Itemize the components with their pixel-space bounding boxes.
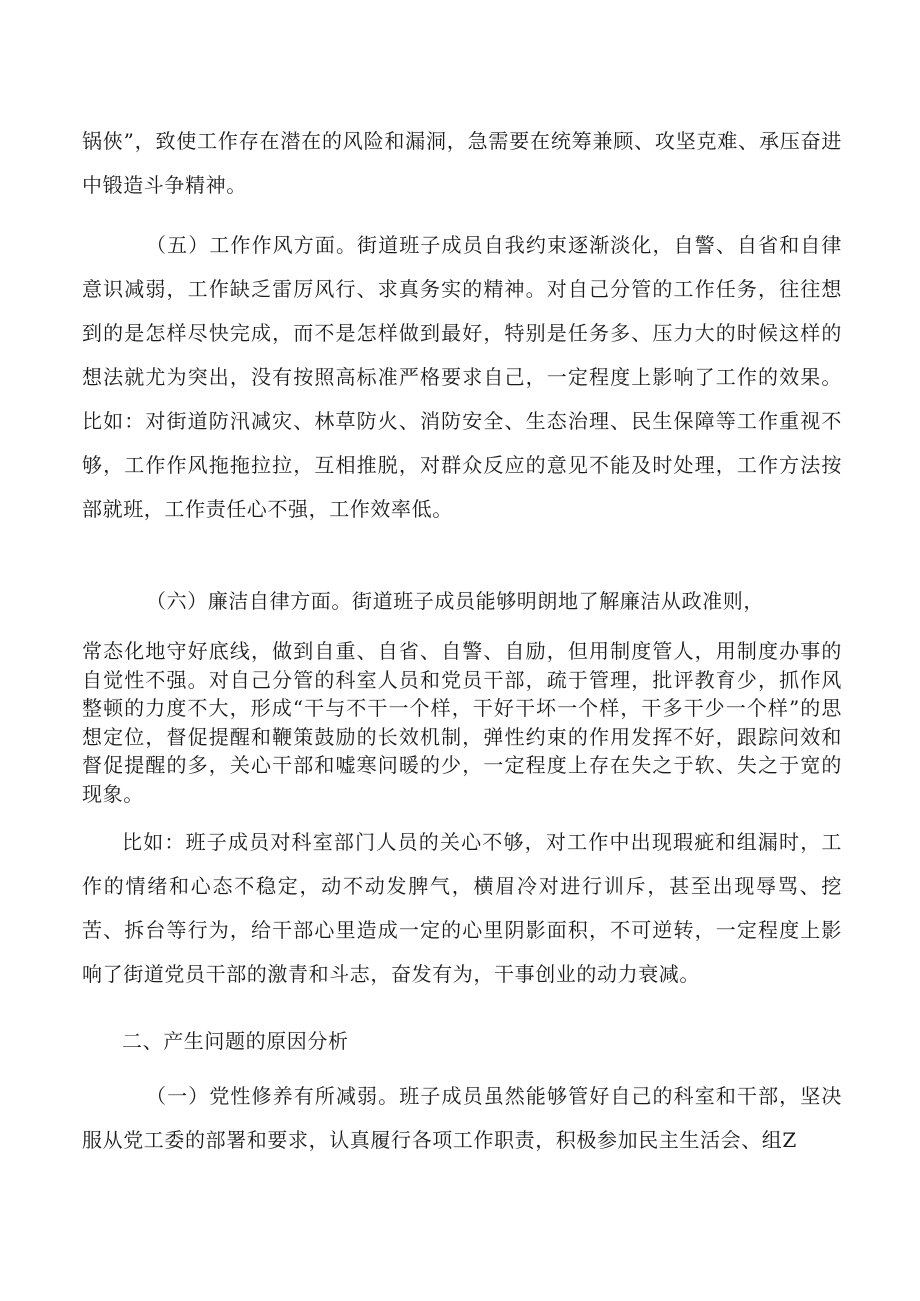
paragraph-integrity-heading: （六）廉洁自律方面。街道班子成员能够明朗地了解廉洁从政准则，	[146, 589, 764, 613]
section-heading-cause-analysis: 二、产生问题的原因分析	[122, 1029, 349, 1053]
paragraph-party-spirit: （一）党性修养有所减弱。班子成员虽然能够管好自己的科室和干部，坚决服从党工委的部署和要求，认真履行各项工作职责，积极参加民主生活会、组Z	[82, 1084, 842, 1152]
paragraph-integrity-body: 常态化地守好底线，做到自重、自省、自警、自励，但用制度管人，用制度办事的自觉性不强。对自己分管的科室人员和党员干部，疏于管理，批评教育少，抓作风整顿的力度不大，形成“干与不干一个样，干好干坏一个样，干多干少一个样”的思想定位，督促提醒和鞭策鼓励的长效机制，弹性约束的作用发挥不好，跟踪问效和督促提醒的多，关心干部和嘘寒问暖的少，一定程度上存在失之于软、失之于宽的现象。	[82, 639, 842, 806]
paragraph-example: 比如：班子成员对科室部门人员的关心不够，对工作中出现瑕疵和组漏时，工作的情绪和心态不稳定，动不动发脾气，横眉冷对进行训斥，甚至出现辱骂、挖苦、拆台等行为，给干部心里造成一定的心里阴影面积，不可逆转，一定程度上影响了街道党员干部的激青和斗志，奋发有为，干事创业的动力衰减。	[82, 830, 842, 986]
paragraph-work-style: （五）工作作风方面。街道班子成员自我约束逐渐淡化，自警、自省和自律意识减弱，工作缺乏雷厉风行、求真务实的精神。对自己分管的工作任务，往往想到的是怎样尽快完成，而不是怎样做到最好，特别是任务多、压力大的时候这样的想法就尤为突出，没有按照高标准严格要求自己，一定程度上影响了工作的效果。比如：对街道防汛减灾、林草防火、消防安全、生态治理、民生保障等工作重视不够，工作作风拖拖拉拉，互相推脱，对群众反应的意见不能及时处理，工作方法按部就班，工作责任心不强，工作效率低。	[82, 233, 842, 521]
paragraph-continuation: 锅俠”，致使工作存在潜在的风险和漏洞，急需要在统筹兼顾、攻坚克难、承压奋进中锻造斗争精神。	[82, 129, 842, 197]
